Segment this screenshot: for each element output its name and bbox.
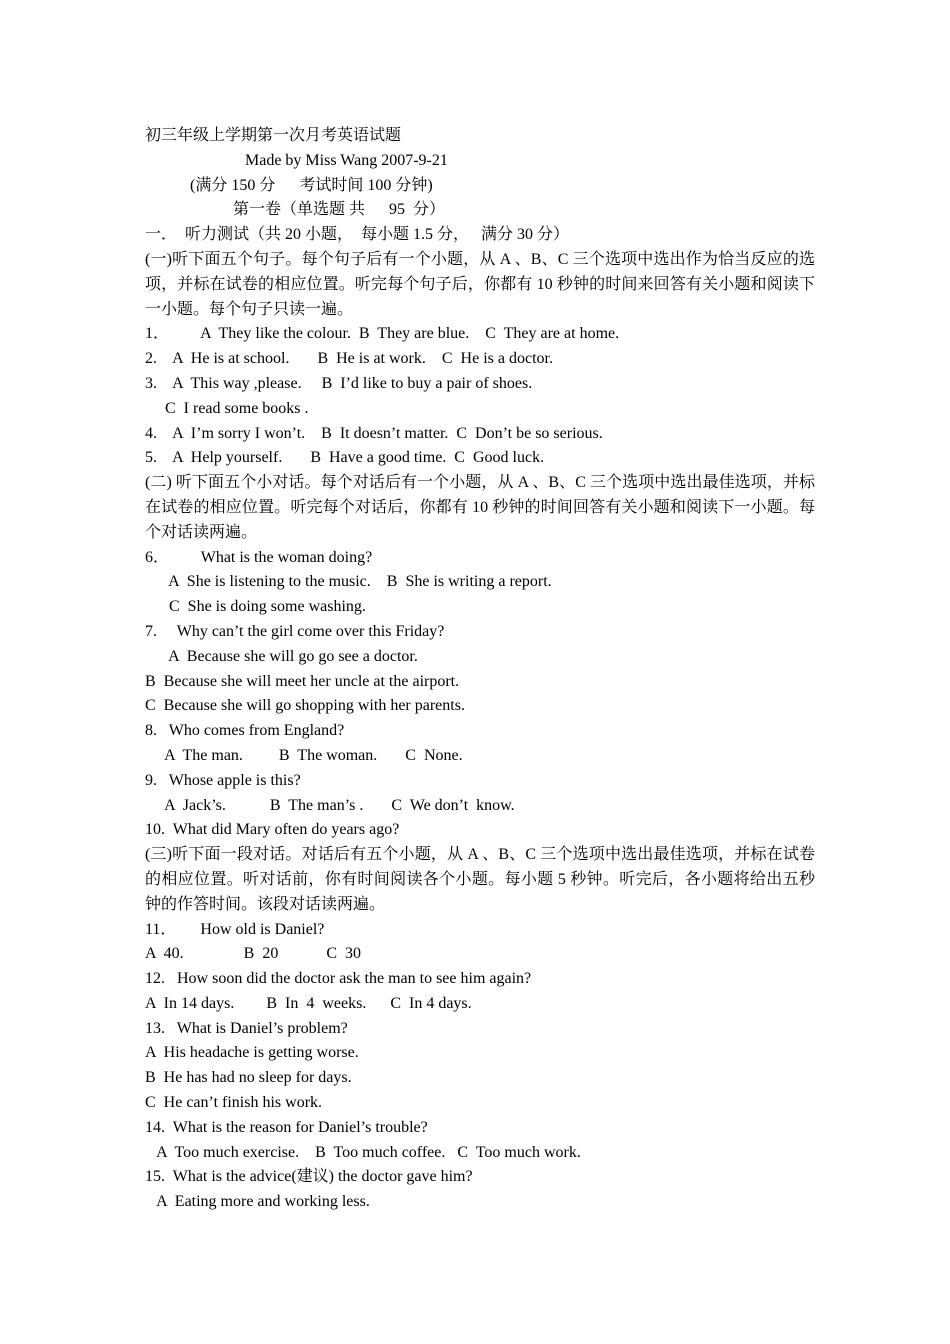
author-line: Made by Miss Wang 2007-9-21 bbox=[245, 151, 448, 169]
question-15: 15. What is the advice(建议) the doctor gave him? bbox=[145, 1168, 473, 1186]
question-10: 10. What did Mary often do years ago? bbox=[145, 821, 400, 839]
question-13-option-a: A His headache is getting worse. bbox=[145, 1044, 359, 1062]
question-11: 11． How old is Daniel? bbox=[145, 920, 325, 938]
question-5: 5. A Help yourself. B Have a good time. C Good luck. bbox=[145, 449, 545, 467]
question-9-options: A Jack’s. B The man’s . C We don’t know. bbox=[145, 796, 515, 814]
question-3: 3. A This way ,please. B I’d like to buy a pair of shoes. bbox=[145, 374, 533, 392]
section-heading: 一． 听力测试（共 20 小题， 每小题 1.5 分， 满分 30 分） bbox=[145, 226, 570, 244]
question-7-option-a: A Because she will go go see a doctor. bbox=[145, 647, 418, 665]
exam-page bbox=[145, 124, 815, 1215]
question-7-option-c: C Because she will go shopping with her parents. bbox=[145, 697, 465, 715]
question-6: 6． What is the woman doing? bbox=[145, 548, 373, 566]
part2-instructions: (二) 听下面五个小对话。每个对话后有一个小题，从 A 、B、C 三个选项中选出最佳选项，并标在试卷的相应位置。听完每个对话后，你都有 10 秒钟的时间回答有关小题和阅读下一小题。每个对话读两遍。 bbox=[145, 474, 815, 541]
part1-instructions: (一)听下面五个句子。每个句子后有一个小题，从 A 、B、C 三个选项中选出作为恰当反应的选项，并标在试卷的相应位置。听完每个句子后，你都有 10 秒钟的时间来回答有关小题和阅读下一小题。每个句子只读一遍。 bbox=[145, 250, 815, 318]
question-12: 12. How soon did the doctor ask the man to see him again? bbox=[145, 970, 532, 988]
question-14: 14. What is the reason for Daniel’s trouble? bbox=[145, 1118, 428, 1136]
question-9: 9. Whose apple is this? bbox=[145, 771, 301, 789]
question-13-option-b: B He has had no sleep for days. bbox=[145, 1069, 352, 1087]
question-3-option-c: C I read some books . bbox=[145, 399, 309, 417]
question-6-option-c: C She is doing some washing. bbox=[145, 598, 366, 616]
question-15-option-a: A Eating more and working less. bbox=[145, 1193, 370, 1211]
volume-heading: 第一卷（单选题 共 95 分） bbox=[233, 201, 446, 219]
question-8-options: A The man. B The woman. C None. bbox=[145, 746, 463, 764]
question-11-options: A 40. B 20 C 30 bbox=[145, 945, 362, 963]
score-time-line: (满分 150 分 考试时间 100 分钟) bbox=[190, 176, 433, 194]
exam-title: 初三年级上学期第一次月考英语试题 bbox=[145, 127, 402, 144]
question-7-option-b: B Because she will meet her uncle at the airport. bbox=[145, 672, 460, 690]
question-8: 8. Who comes from England? bbox=[145, 722, 345, 740]
question-1: 1． A They like the colour. B They are blue. C They are at home. bbox=[145, 325, 620, 343]
question-13-option-c: C He can’t finish his work. bbox=[145, 1094, 323, 1112]
question-14-options: A Too much exercise. B Too much coffee. C Too much work. bbox=[145, 1143, 581, 1161]
part3-instructions: (三)听下面一段对话。对话后有五个小题，从 A 、B、C 三个选项中选出最佳选项，并标在试卷的相应位置。听对话前，你有时间阅读各个小题。每小题 5 秒钟。听完后，各小题将给出五秒钟的作答时间。该段对话读两遍。 bbox=[145, 846, 815, 913]
question-2: 2. A He is at school. B He is at work. C He is a doctor. bbox=[145, 350, 553, 368]
question-7: 7. Why can’t the girl come over this Friday? bbox=[145, 622, 445, 640]
question-6-options-ab: A She is listening to the music. B She is writing a report. bbox=[145, 573, 552, 591]
question-13: 13. What is Daniel’s problem? bbox=[145, 1019, 348, 1037]
question-4: 4. A I’m sorry I won’t. B It doesn’t matter. C Don’t be so serious. bbox=[145, 424, 603, 442]
question-12-options: A In 14 days. B In 4 weeks. C In 4 days. bbox=[145, 994, 472, 1012]
